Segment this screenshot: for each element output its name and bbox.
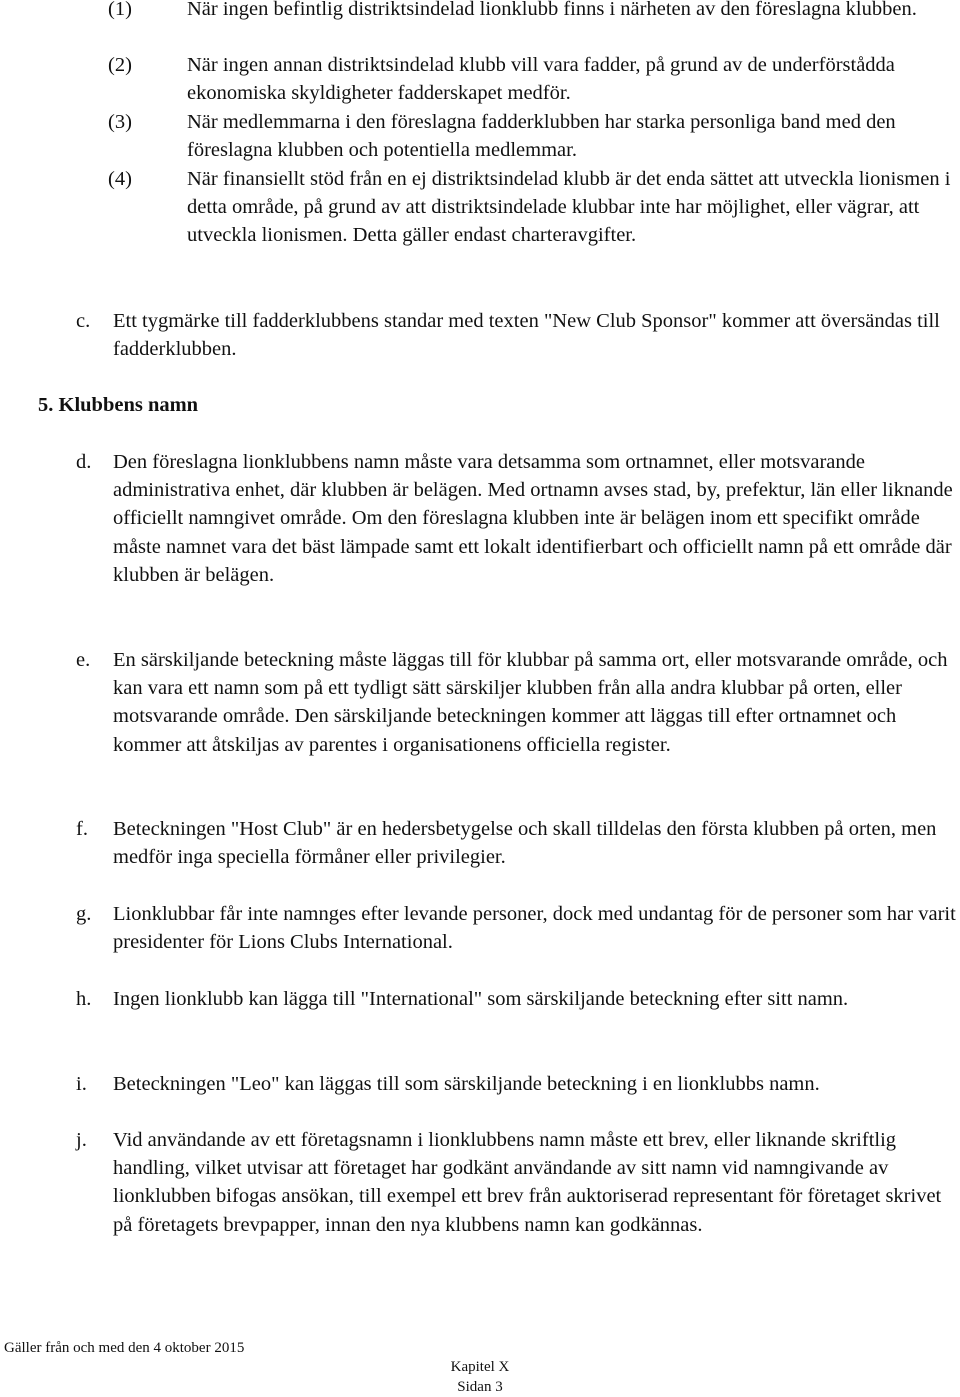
item-text: Ingen lionklubb kan lägga till "International" som särskiljande beteckning efter sitt namn.	[113, 988, 849, 1010]
subitem-4	[108, 165, 953, 250]
item-letter: i.	[76, 1073, 87, 1095]
item-letter: g.	[76, 903, 92, 925]
item-f	[76, 815, 960, 871]
subitem-text: När ingen befintlig distriktsindelad lionklubb finns i närheten av den föreslagna klubben.	[187, 0, 917, 20]
item-text: Beteckningen "Leo" kan läggas till som särskiljande beteckning i en lionklubbs namn.	[113, 1073, 820, 1095]
section-heading: 5. Klubbens namn	[38, 394, 199, 416]
item-letter: e.	[76, 649, 91, 671]
item-e	[76, 646, 960, 759]
subitem-text: När medlemmarna i den föreslagna fadderklubben har starka personliga band med den föreslagna klubben och potentiella medlemmar.	[187, 111, 896, 162]
footer-page-info	[400, 1357, 560, 1397]
subitem-2	[108, 51, 953, 107]
footer-date: Gäller från och med den 4 oktober 2015	[4, 1340, 245, 1356]
footer-page-number: Sidan 3	[457, 1379, 503, 1395]
item-letter: d.	[76, 451, 92, 473]
subitem-number: (2)	[108, 54, 132, 76]
item-c	[76, 307, 960, 363]
item-h	[76, 985, 960, 1013]
item-text: Beteckningen "Host Club" är en hedersbetygelse och skall tilldelas den första klubben på orten, men medför inga speciella förmåner eller privilegier.	[113, 818, 937, 869]
subitem-3	[108, 108, 953, 164]
subitem-number: (4)	[108, 168, 132, 190]
item-letter: j.	[76, 1129, 87, 1151]
item-text: Ett tygmärke till fadderklubbens standar med texten "New Club Sponsor" kommer att översändas till fadderklubben.	[113, 310, 940, 361]
subitem-text: När ingen annan distriktsindelad klubb vill vara fadder, på grund av de underförstådda ekonomiska skyldigheter fadderskapet medför.	[187, 54, 895, 105]
item-text: Vid användande av ett företagsnamn i lionklubbens namn måste ett brev, eller liknande skriftlig handling, vilket utvisar att företaget har godkänt användande av sitt namn vid namngivande av lionklubben bifogas ansökan, till exempel ett brev från auktoriserad representant för företaget skrivet på företagets brevpapper, innan den nya klubbens namn kan godkännas.	[113, 1129, 942, 1236]
item-text: Den föreslagna lionklubbens namn måste vara detsamma som ortnamnet, eller motsvarande administrativa enhet, där klubben är belägen. Med ortnamn avses stad, by, prefektur, län eller liknande officiellt namngivet område. Om den föreslagna klubben inte är belägen inom ett specifikt område måste namnet vara det bäst lämpade samt ett lokalt identifierbart och officiellt namn på ett område där klubben är belägen.	[113, 451, 953, 586]
footer-chapter: Kapitel X	[450, 1359, 510, 1375]
subitem-1	[108, 0, 953, 23]
item-letter: h.	[76, 988, 92, 1010]
item-text: En särskiljande beteckning måste läggas till för klubbar på samma ort, eller motsvarande område, och kan vara ett namn som på ett tydligt sätt särskiljer klubben från alla andra klubbar på orten, eller motsvarande område. Den särskiljande beteckningen kommer att läggas till efter ortnamnet och kommer att åtskiljas av parentes i organisationens officiella register.	[113, 649, 948, 756]
item-g	[76, 900, 960, 956]
subitem-number: (1)	[108, 0, 132, 20]
subitem-text: När finansiellt stöd från en ej distriktsindelad klubb är det enda sättet att utveckla lionismen i detta område, på grund av att distriktsindelade klubbar inte har möjlighet, eller vägrar, att utveckla lionismen. Detta gäller endast charteravgifter.	[187, 168, 951, 247]
item-i	[76, 1070, 960, 1098]
item-j	[76, 1126, 960, 1239]
item-text: Lionklubbar får inte namnges efter levande personer, dock med undantag för de personer som har varit presidenter för Lions Clubs International.	[113, 903, 956, 954]
item-d	[76, 448, 960, 589]
item-letter: f.	[76, 818, 88, 840]
subitem-number: (3)	[108, 111, 132, 133]
item-letter: c.	[76, 310, 91, 332]
